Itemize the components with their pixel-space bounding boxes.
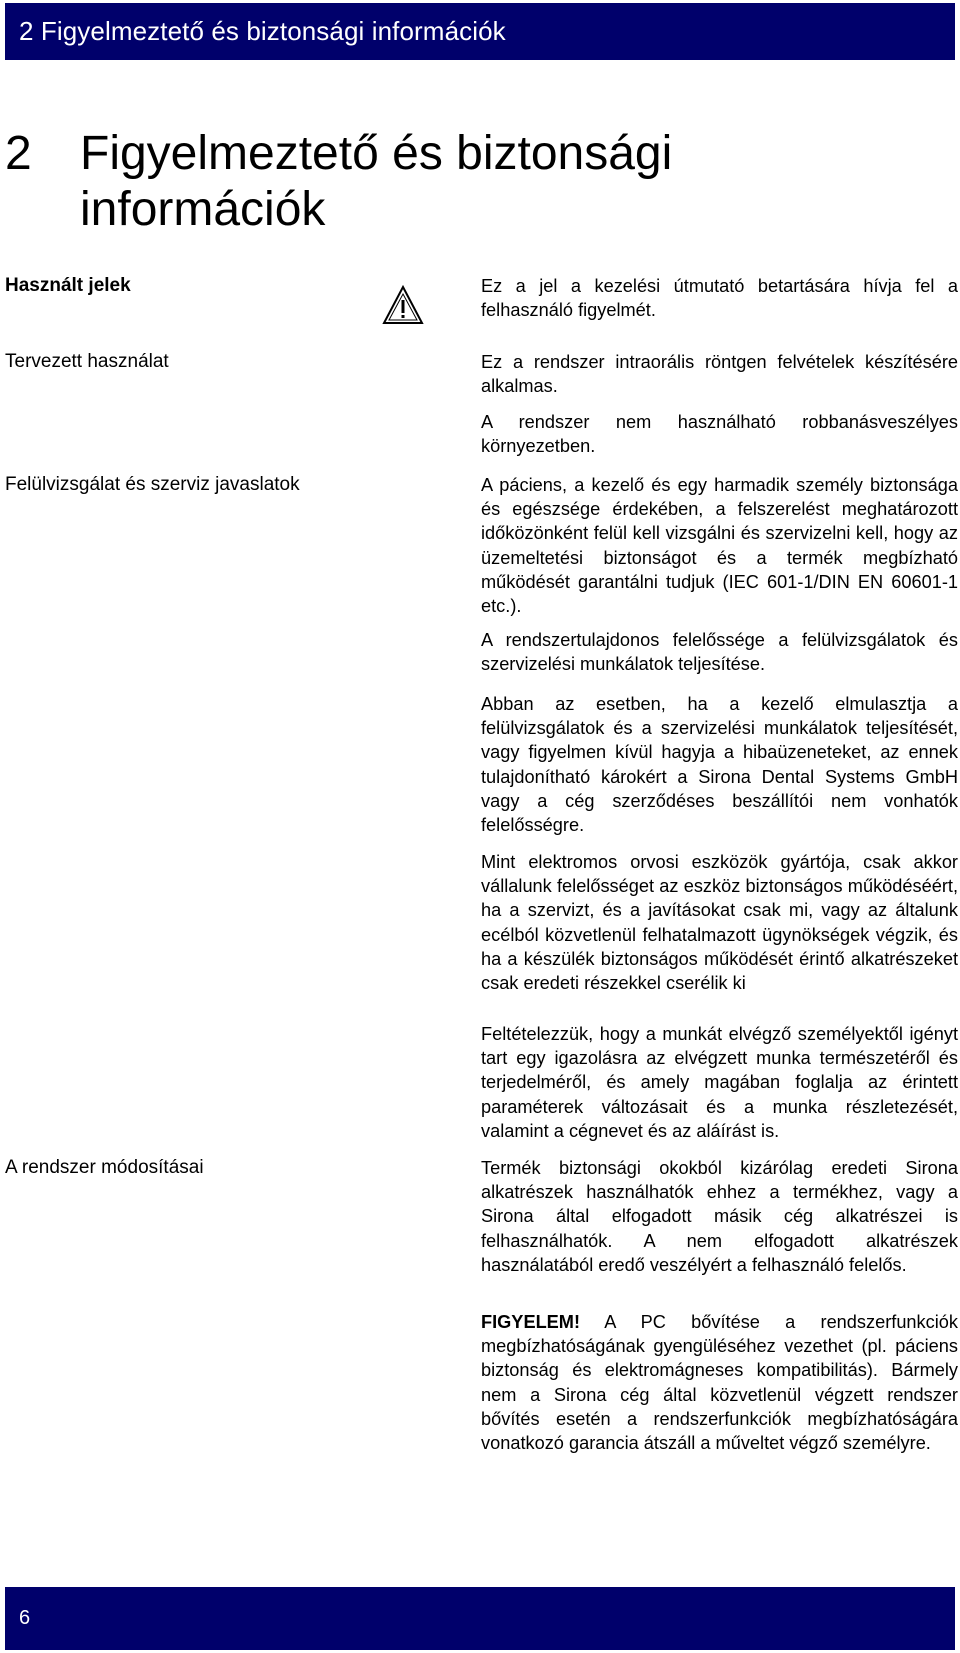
section-label-symbols: Használt jelek bbox=[5, 275, 131, 296]
modifications-paragraph-1: Termék biztonsági okokból kizárólag eredeti Sirona alkatrészek használhatók ehhez a termékhez, vagy a Sirona által elfogadott másik cég alkatrészei is felhasználhatók. A nem elfogadott alkatrészek használatából eredő veszélyért a felhasználó felelős. bbox=[481, 1158, 958, 1275]
warning-triangle-icon bbox=[382, 285, 424, 325]
modifications-paragraph-2-text: A PC bővítése a rendszerfunkciók megbízhatóságának gyengüléséhez vezethet (pl. páciens biztonság és elektromágneses kompatibilitás). Bármely nem a Sirona cég által közvetlenül végzett rendszer bővítés esetén a rendszerfunkciók megbízhatóságára vonatkozó garancia átszáll a műveltet végző személyre. bbox=[481, 1312, 958, 1454]
page-number: 6 bbox=[19, 1607, 31, 1629]
inspection-paragraph-5: Feltételezzük, hogy a munkát elvégző személyektől igényt tart egy igazolásra az elvégzett munka természetéről és terjedelméről, és amely magában foglalja az érintett paraméterek változásait és a munka részletezését, valamint a cégnevet és az aláírást is. bbox=[481, 1024, 958, 1141]
section-label-modifications: A rendszer módosításai bbox=[5, 1157, 204, 1178]
chapter-number: 2 bbox=[5, 127, 32, 180]
warning-keyword: FIGYELEM! bbox=[481, 1312, 581, 1332]
chapter-title: Figyelmeztető és biztonsági információk bbox=[80, 127, 673, 236]
header-bar bbox=[5, 3, 955, 60]
section-label-intended-use: Tervezett használat bbox=[5, 351, 169, 372]
section-label-inspection: Felülvizsgálat és szerviz javaslatok bbox=[5, 474, 300, 495]
intended-use-paragraph-1: Ez a rendszer intraorális röntgen felvételek készítésére alkalmas. bbox=[481, 352, 958, 397]
symbols-text: Ez a jel a kezelési útmutató betartására hívja fel a felhasználó figyelmét. bbox=[481, 276, 958, 321]
inspection-paragraph-1: A páciens, a kezelő és egy harmadik személy biztonsága és egészsége érdekében, a felszerelést meghatározott időközönként felül kell vizsgálni és szervizelni kell, hogy az üzemeltetési biztonságot és a termék megbízható működését garantálni tudjuk (IEC 601-1/DIN EN 60601-1 etc.). bbox=[481, 475, 958, 617]
inspection-paragraph-4: Mint elektromos orvosi eszközök gyártója, csak akkor vállalunk felelősséget az eszköz biztonságos működéséért, ha a szervizt, és a javításokat csak mi, vagy az általunk ecélból közvetlenül felhatalmazott ügynökségek végzik, és ha a készülék biztonságos működését érintő alkatrészeket csak eredeti részekkel cserélik ki bbox=[481, 852, 958, 994]
footer-bar bbox=[5, 1587, 955, 1650]
intended-use-paragraph-2: A rendszer nem használható robbanásveszélyes környezetben. bbox=[481, 412, 958, 457]
header-title: 2 Figyelmeztető és biztonsági információk bbox=[19, 16, 506, 46]
modifications-paragraph-2 bbox=[481, 1310, 958, 1455]
inspection-paragraph-2: A rendszertulajdonos felelőssége a felülvizsgálatok és szervizelési munkálatok teljesítése. bbox=[481, 630, 958, 675]
inspection-paragraph-3: Abban az esetben, ha a kezelő elmulasztja a felülvizsgálatok és a szervizelési munkálatok teljesítését, vagy figyelmen kívül hagyja a hibaüzeneteket, az ennek tulajdonítható károkért a Sirona Dental Systems GmbH vagy a cég szerződéses beszállítói nem vonhatók felelősségre. bbox=[481, 694, 958, 836]
